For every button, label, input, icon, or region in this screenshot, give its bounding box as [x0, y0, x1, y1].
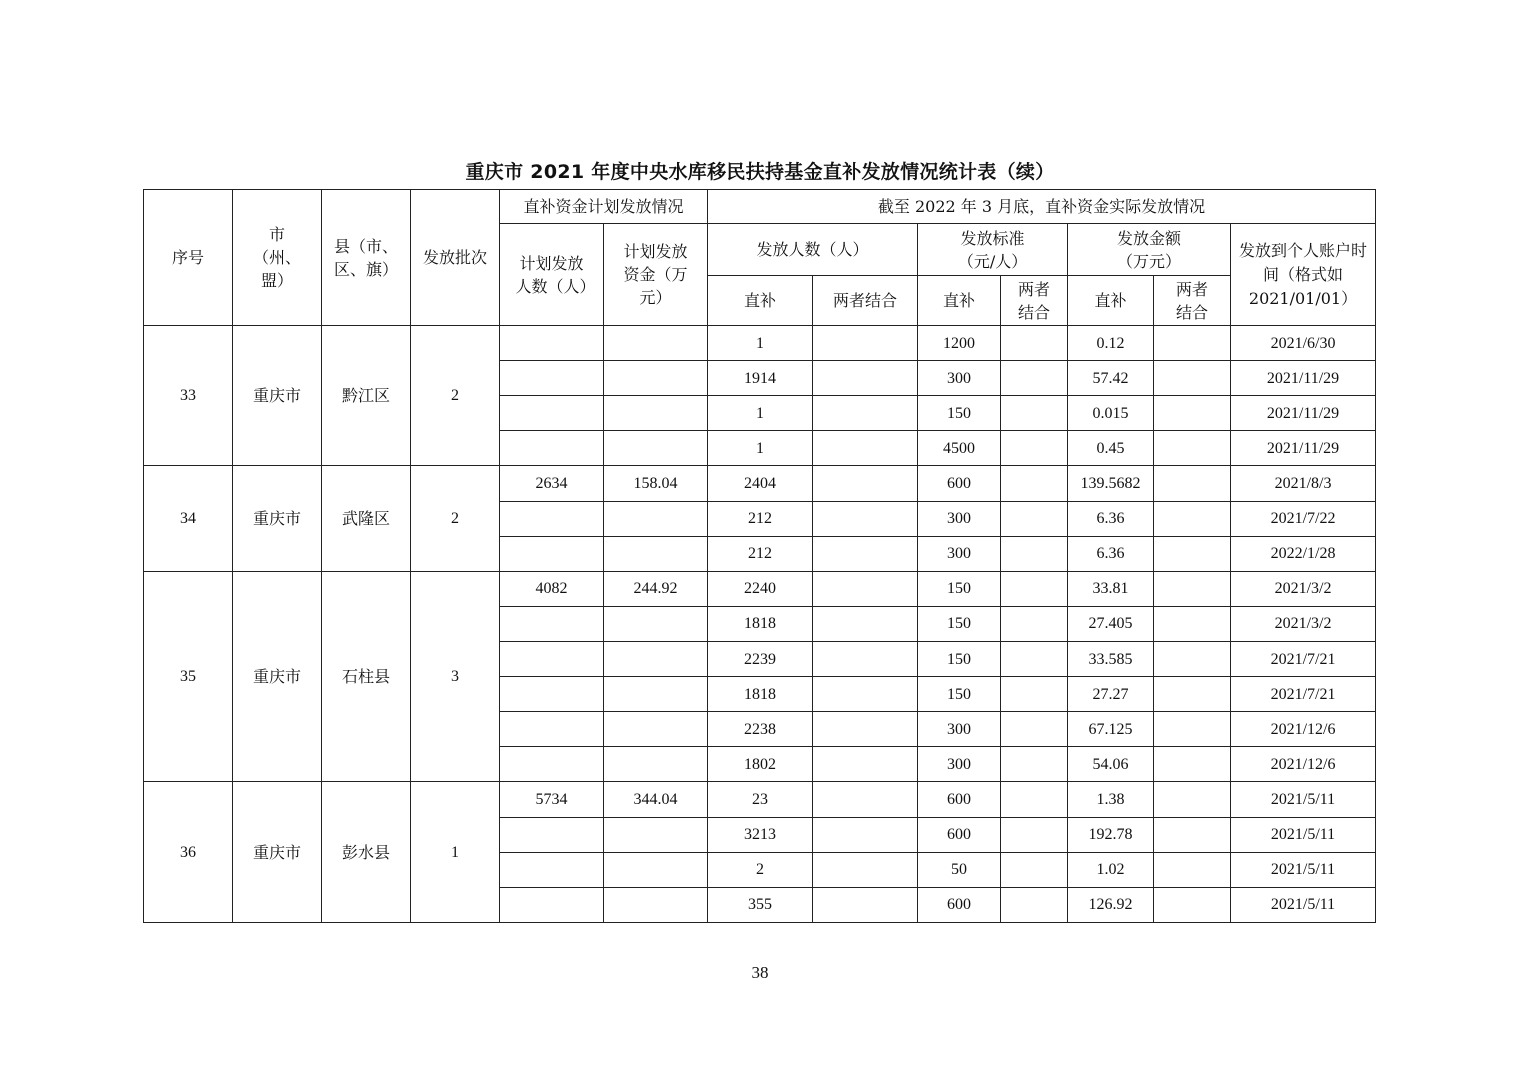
cell-direct: 1: [708, 431, 813, 466]
cell-plan-people: [500, 817, 604, 852]
cell-plan-people: [500, 396, 604, 431]
cell-county: 黔江区: [322, 326, 411, 466]
table-row: [144, 571, 1376, 606]
cell-std-direct: 300: [918, 536, 1001, 571]
cell-time: 2021/3/2: [1231, 571, 1376, 606]
cell-plan-people: [500, 712, 604, 747]
cell-time: 2021/11/29: [1231, 396, 1376, 431]
header-std-combined: 两者结合: [1001, 276, 1068, 326]
cell-plan-funds: [604, 326, 708, 361]
cell-amt-combined: [1154, 466, 1231, 501]
header-amt-direct: 直补: [1068, 276, 1154, 326]
header-plan-people: 计划发放人数（人）: [500, 224, 604, 326]
cell-plan-people: [500, 677, 604, 712]
cell-amt-direct: 27.27: [1068, 677, 1154, 712]
cell-time: 2021/7/22: [1231, 501, 1376, 536]
cell-combined: [813, 852, 918, 887]
cell-amt-combined: [1154, 326, 1231, 361]
header-plan-group: 直补资金计划发放情况: [500, 190, 708, 224]
header-combined: 两者结合: [813, 276, 918, 326]
cell-std-combined: [1001, 571, 1068, 606]
cell-time: 2021/8/3: [1231, 466, 1376, 501]
cell-amt-combined: [1154, 852, 1231, 887]
cell-std-direct: 150: [918, 571, 1001, 606]
header-amt-combined: 两者结合: [1154, 276, 1231, 326]
cell-plan-funds: [604, 887, 708, 922]
cell-seq: 36: [144, 782, 233, 923]
cell-seq: 34: [144, 466, 233, 571]
cell-plan-people: 2634: [500, 466, 604, 501]
cell-amt-direct: 27.405: [1068, 606, 1154, 641]
cell-std-direct: 50: [918, 852, 1001, 887]
cell-amt-direct: 0.12: [1068, 326, 1154, 361]
cell-combined: [813, 712, 918, 747]
cell-county: 武隆区: [322, 466, 411, 571]
cell-amt-combined: [1154, 782, 1231, 817]
cell-direct: 1: [708, 396, 813, 431]
cell-std-direct: 300: [918, 361, 1001, 396]
cell-combined: [813, 817, 918, 852]
cell-combined: [813, 782, 918, 817]
cell-std-combined: [1001, 361, 1068, 396]
cell-amt-direct: 57.42: [1068, 361, 1154, 396]
cell-direct: 2238: [708, 712, 813, 747]
cell-std-direct: 300: [918, 501, 1001, 536]
cell-city: 重庆市: [233, 782, 322, 923]
cell-direct: 1818: [708, 606, 813, 641]
cell-time: 2021/5/11: [1231, 817, 1376, 852]
cell-std-direct: 1200: [918, 326, 1001, 361]
table-body: [144, 326, 1376, 923]
cell-direct: 1802: [708, 747, 813, 782]
cell-direct: 212: [708, 536, 813, 571]
cell-amt-direct: 1.38: [1068, 782, 1154, 817]
cell-city: 重庆市: [233, 466, 322, 571]
cell-direct: 2404: [708, 466, 813, 501]
cell-county: 石柱县: [322, 571, 411, 782]
table-row: [144, 326, 1376, 361]
header-plan-funds: 计划发放资金（万元）: [604, 224, 708, 326]
cell-combined: [813, 501, 918, 536]
cell-plan-funds: [604, 641, 708, 676]
cell-std-combined: [1001, 431, 1068, 466]
cell-plan-people: [500, 887, 604, 922]
cell-seq: 33: [144, 326, 233, 466]
cell-std-combined: [1001, 396, 1068, 431]
cell-amt-combined: [1154, 361, 1231, 396]
cell-plan-people: [500, 361, 604, 396]
cell-amt-direct: 1.02: [1068, 852, 1154, 887]
header-city: 市（州、盟）: [233, 190, 322, 326]
cell-amt-combined: [1154, 501, 1231, 536]
cell-amt-direct: 0.45: [1068, 431, 1154, 466]
cell-std-direct: 600: [918, 782, 1001, 817]
cell-amt-combined: [1154, 431, 1231, 466]
cell-combined: [813, 361, 918, 396]
cell-amt-combined: [1154, 536, 1231, 571]
cell-amt-combined: [1154, 677, 1231, 712]
cell-std-direct: 150: [918, 641, 1001, 676]
cell-direct: 2240: [708, 571, 813, 606]
header-time: 发放到个人账户时间（格式如2021/01/01）: [1231, 224, 1376, 326]
cell-std-direct: 150: [918, 606, 1001, 641]
header-people: 发放人数（人）: [708, 224, 918, 276]
header-direct: 直补: [708, 276, 813, 326]
cell-std-combined: [1001, 677, 1068, 712]
cell-time: 2021/3/2: [1231, 606, 1376, 641]
cell-std-combined: [1001, 817, 1068, 852]
cell-amt-direct: 126.92: [1068, 887, 1154, 922]
cell-amt-direct: 139.5682: [1068, 466, 1154, 501]
cell-std-combined: [1001, 782, 1068, 817]
cell-time: 2021/11/29: [1231, 431, 1376, 466]
cell-amt-combined: [1154, 887, 1231, 922]
cell-city: 重庆市: [233, 326, 322, 466]
cell-combined: [813, 536, 918, 571]
cell-plan-funds: [604, 817, 708, 852]
cell-combined: [813, 466, 918, 501]
cell-std-direct: 4500: [918, 431, 1001, 466]
cell-std-direct: 300: [918, 747, 1001, 782]
cell-plan-people: [500, 501, 604, 536]
cell-plan-funds: [604, 677, 708, 712]
table-header: [144, 190, 1376, 326]
cell-city: 重庆市: [233, 571, 322, 782]
cell-direct: 212: [708, 501, 813, 536]
cell-plan-people: [500, 852, 604, 887]
cell-batch: 2: [411, 466, 500, 571]
cell-plan-funds: [604, 536, 708, 571]
cell-direct: 2: [708, 852, 813, 887]
cell-combined: [813, 606, 918, 641]
cell-std-combined: [1001, 712, 1068, 747]
cell-batch: 1: [411, 782, 500, 923]
header-amount: 发放金额（万元）: [1068, 224, 1231, 276]
cell-time: 2022/1/28: [1231, 536, 1376, 571]
cell-amt-combined: [1154, 641, 1231, 676]
cell-amt-combined: [1154, 606, 1231, 641]
cell-std-combined: [1001, 606, 1068, 641]
fund-distribution-table: [143, 189, 1376, 923]
cell-plan-funds: 344.04: [604, 782, 708, 817]
cell-amt-direct: 33.81: [1068, 571, 1154, 606]
cell-plan-funds: 244.92: [604, 571, 708, 606]
cell-time: 2021/12/6: [1231, 747, 1376, 782]
cell-combined: [813, 571, 918, 606]
cell-amt-direct: 0.015: [1068, 396, 1154, 431]
cell-time: 2021/6/30: [1231, 326, 1376, 361]
header-seq: 序号: [144, 190, 233, 326]
cell-amt-direct: 6.36: [1068, 501, 1154, 536]
cell-std-direct: 600: [918, 466, 1001, 501]
header-std-direct: 直补: [918, 276, 1001, 326]
cell-plan-funds: [604, 501, 708, 536]
cell-time: 2021/5/11: [1231, 887, 1376, 922]
cell-time: 2021/7/21: [1231, 677, 1376, 712]
cell-combined: [813, 887, 918, 922]
cell-plan-people: [500, 747, 604, 782]
table-title: 重庆市 2021 年度中央水库移民扶持基金直补发放情况统计表（续）: [465, 161, 1055, 183]
cell-plan-funds: [604, 396, 708, 431]
cell-combined: [813, 396, 918, 431]
page-number: 38: [751, 963, 769, 982]
cell-direct: 355: [708, 887, 813, 922]
cell-direct: 2239: [708, 641, 813, 676]
cell-plan-funds: [604, 606, 708, 641]
cell-std-direct: 150: [918, 677, 1001, 712]
cell-direct: 1: [708, 326, 813, 361]
cell-std-combined: [1001, 466, 1068, 501]
cell-std-direct: 600: [918, 887, 1001, 922]
cell-plan-people: 4082: [500, 571, 604, 606]
cell-direct: 23: [708, 782, 813, 817]
cell-combined: [813, 431, 918, 466]
cell-std-direct: 150: [918, 396, 1001, 431]
header-county: 县（市、区、旗）: [322, 190, 411, 326]
cell-combined: [813, 677, 918, 712]
cell-plan-people: [500, 606, 604, 641]
cell-std-combined: [1001, 641, 1068, 676]
cell-combined: [813, 641, 918, 676]
cell-plan-funds: [604, 747, 708, 782]
cell-std-direct: 600: [918, 817, 1001, 852]
table-row: [144, 466, 1376, 501]
cell-plan-funds: [604, 712, 708, 747]
cell-direct: 1914: [708, 361, 813, 396]
cell-direct: 3213: [708, 817, 813, 852]
cell-county: 彭水县: [322, 782, 411, 923]
cell-batch: 3: [411, 571, 500, 782]
cell-amt-combined: [1154, 571, 1231, 606]
cell-plan-funds: [604, 431, 708, 466]
cell-plan-people: [500, 641, 604, 676]
cell-time: 2021/5/11: [1231, 782, 1376, 817]
cell-amt-direct: 6.36: [1068, 536, 1154, 571]
cell-time: 2021/7/21: [1231, 641, 1376, 676]
cell-amt-combined: [1154, 396, 1231, 431]
cell-plan-people: [500, 326, 604, 361]
cell-std-combined: [1001, 852, 1068, 887]
cell-amt-combined: [1154, 747, 1231, 782]
header-standard: 发放标准（元/人）: [918, 224, 1068, 276]
cell-plan-funds: [604, 361, 708, 396]
cell-plan-funds: 158.04: [604, 466, 708, 501]
cell-combined: [813, 747, 918, 782]
cell-batch: 2: [411, 326, 500, 466]
cell-amt-combined: [1154, 712, 1231, 747]
cell-time: 2021/11/29: [1231, 361, 1376, 396]
cell-std-direct: 300: [918, 712, 1001, 747]
cell-std-combined: [1001, 747, 1068, 782]
header-batch: 发放批次: [411, 190, 500, 326]
cell-std-combined: [1001, 887, 1068, 922]
cell-seq: 35: [144, 571, 233, 782]
cell-amt-direct: 67.125: [1068, 712, 1154, 747]
cell-plan-people: 5734: [500, 782, 604, 817]
cell-amt-direct: 192.78: [1068, 817, 1154, 852]
cell-std-combined: [1001, 501, 1068, 536]
cell-plan-people: [500, 431, 604, 466]
cell-amt-direct: 54.06: [1068, 747, 1154, 782]
cell-time: 2021/12/6: [1231, 712, 1376, 747]
cell-plan-funds: [604, 852, 708, 887]
table-row: [144, 782, 1376, 817]
cell-direct: 1818: [708, 677, 813, 712]
cell-amt-combined: [1154, 817, 1231, 852]
header-actual-group: 截至 2022 年 3 月底，直补资金实际发放情况: [708, 190, 1376, 224]
cell-combined: [813, 326, 918, 361]
cell-std-combined: [1001, 326, 1068, 361]
cell-plan-people: [500, 536, 604, 571]
cell-std-combined: [1001, 536, 1068, 571]
cell-amt-direct: 33.585: [1068, 641, 1154, 676]
cell-time: 2021/5/11: [1231, 852, 1376, 887]
